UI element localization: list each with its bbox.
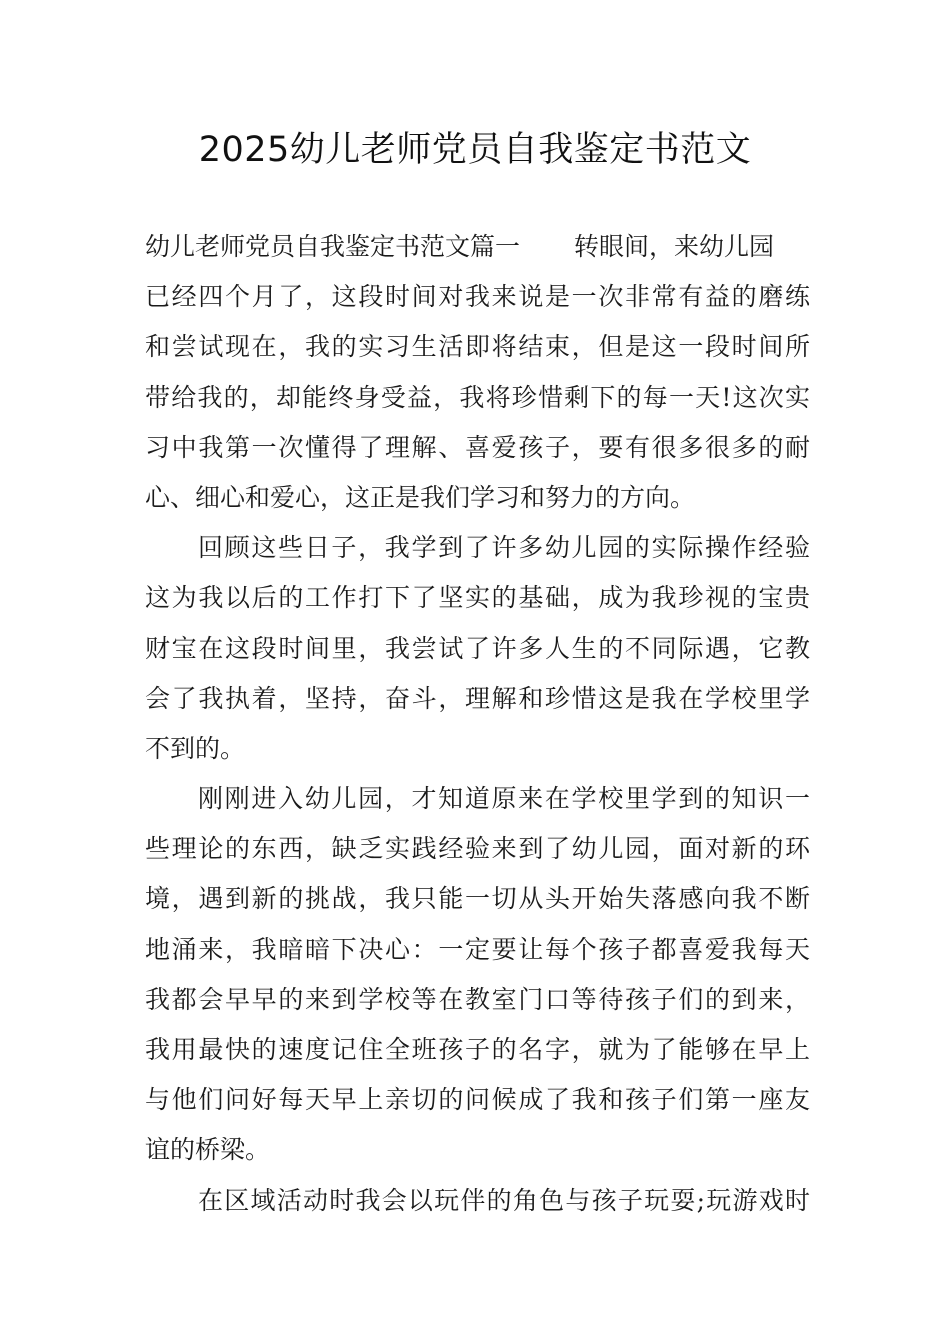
text-line-10: 会了我执着，坚持，奋斗，理解和珍惜这是我在学校里学	[145, 683, 810, 713]
text-line-18: 与他们问好每天早上亲切的问候成了我和孩子们第一座友	[145, 1085, 810, 1115]
text-line-4: 带给我的，却能终身受益，我将珍惜剩下的每一天!这次实	[145, 382, 810, 412]
text-line-8: 这为我以后的工作打下了坚实的基础，成为我珍视的宝贵	[145, 583, 810, 613]
text-line-12: 刚刚进入幼儿园，才知道原来在学校里学到的知识一	[198, 784, 810, 814]
section-heading: 幼儿老师党员自我鉴定书范文篇一	[145, 232, 521, 261]
text-line-11: 不到的。	[145, 733, 246, 763]
text-line-5: 习中我第一次懂得了理解、喜爱孩子，要有很多很多的耐	[145, 432, 810, 462]
text-line-15: 地涌来，我暗暗下决心：一定要让每个孩子都喜爱我每天	[145, 934, 810, 964]
text-line-2: 已经四个月了，这段时间对我来说是一次非常有益的磨练	[145, 282, 810, 312]
paragraph-start: 转眼间，来幼儿园	[574, 232, 775, 261]
text-line-1	[145, 222, 810, 272]
text-line-13: 些理论的东西，缺乏实践经验来到了幼儿园，面对新的环	[145, 834, 810, 864]
text-line-9: 财宝在这段时间里，我尝试了许多人生的不同际遇，它教	[145, 633, 810, 663]
text-line-19: 谊的桥梁。	[145, 1135, 271, 1165]
document-body	[145, 222, 810, 1226]
document-title: 2025幼儿老师党员自我鉴定书范文	[198, 130, 752, 170]
text-line-17: 我用最快的速度记住全班孩子的名字，就为了能够在早上	[145, 1035, 810, 1064]
text-line-7: 回顾这些日子，我学到了许多幼儿园的实际操作经验	[198, 533, 810, 563]
text-line-6: 心、细心和爱心，这正是我们学习和努力的方向。	[145, 482, 696, 512]
text-line-3: 和尝试现在，我的实习生活即将结束，但是这一段时间所	[145, 332, 810, 362]
text-line-14: 境，遇到新的挑战，我只能一切从头开始失落感向我不断	[145, 884, 810, 914]
text-line-20: 在区域活动时我会以玩伴的角色与孩子玩耍;玩游戏时	[198, 1185, 810, 1215]
text-line-16: 我都会早早的来到学校等在教室门口等待孩子们的到来，	[145, 984, 810, 1014]
